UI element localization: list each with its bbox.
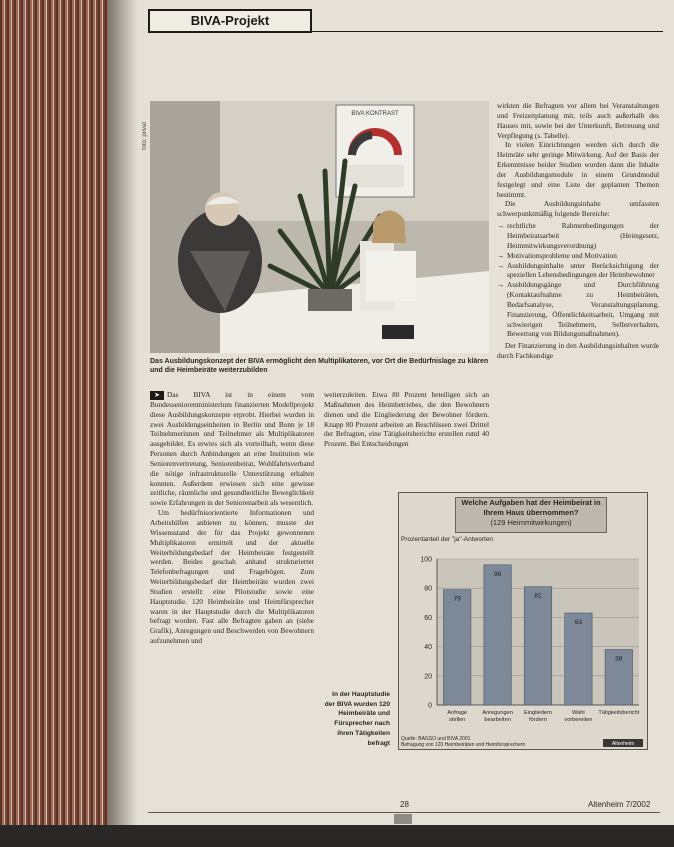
bar bbox=[524, 587, 551, 705]
data-label: 63 bbox=[574, 619, 583, 627]
list-item: → Ausbildungsinhalte unter Berücksichtigung der speziellen Lebensbedingungen der Heimbewohner bbox=[497, 261, 659, 281]
article-column-2 bbox=[324, 390, 489, 449]
article-paragraph: Um bedürfnisorientierte Informationen und Arbeitshilfen anbieten zu können, musste der Wissensstand der für das Projekt gewonnenen Multiplikatoren ermittelt und der aktuelle Weiterbildungsbedarf der Heimbeiräte festgestellt werden. Beides geschah anhand strukturierter Telefonbefragungen und Fragebögen. Zum Weiterbildungsbedarf der Heimbeiräte wurden zwei Studien erstellt: eine Pilotstudie sowie eine Hauptstudie. 120 Heimbeiräte und Heimfürsprecher waren in der Hauptstudie durch die Multiplikatoren befragt worden. Fast alle Befragten gaben an (siehe Grafik), Anregungen und Beschwerden von Bewohnern aufzunehmen und bbox=[150, 508, 314, 646]
y-tick-label: 60 bbox=[424, 614, 432, 622]
scan-bottom-edge bbox=[0, 825, 674, 847]
data-label: 81 bbox=[534, 592, 542, 600]
list-item: → Ausbildungsgänge und Durchführung (Kontaktaufnahme zu Heimbeiräten, Bedarfsanalyse, Veranstaltungsplanung, Finanzierung, Öffentlichkeitsarbeit, Umgang mit schwierigen Teilnehmern, Selbstverhalten, Bewertung von Bildungsmaßnahmen). bbox=[497, 280, 659, 339]
article-paragraph: ➤ Das BIVA ist in einem vom Bundesseniorenministerium finanzierten Modellprojekt diese Ausbildungskonzepte erprobt. Hierbei wurden in zwei Ausbildungseinheiten in Berlin und Bonn je 18 Teilnehmerinnen und Teilnehmer als Multiplikatoren ausgebildet. Es erwies sich als vorteilhaft, wenn diese Personen durch Anbindungen an eine Institution wie Seniorenvertretung, Seniorenbeirat, Wohlfahrtsverband die nötige infrastrukturelle Unterstützung erhalten konnten. Außerdem erwiesen sich eine gewisse zeitliche, räumliche und gesundheitliche Beweglichkeit sowie Erfahrungen in der Seniorenarbeit als wesentlich. bbox=[150, 390, 314, 508]
y-tick-label: 20 bbox=[424, 673, 432, 681]
photo-credit: foto: privat bbox=[142, 121, 148, 150]
issue-label: Altenheim 7/2002 bbox=[588, 800, 651, 809]
photo-sign-text: BIVA KONTRAST bbox=[351, 111, 399, 117]
data-label: 96 bbox=[493, 570, 502, 578]
bar bbox=[484, 565, 511, 705]
x-tick-label: Eingliedern bbox=[524, 710, 552, 716]
footer-rule bbox=[148, 812, 660, 813]
x-tick-label: fördern bbox=[529, 717, 547, 723]
list-item: → Motivationsprobleme und Motivation bbox=[497, 251, 659, 261]
chart-side-caption: In der Hauptstudie der BIVA wurden 120 Heimbeiräte und Fürsprecher nach ihren Tätigkeiten befragt bbox=[324, 691, 390, 747]
photo-illustration bbox=[150, 101, 489, 353]
y-tick-label: 0 bbox=[428, 702, 432, 710]
page-number: 28 bbox=[400, 800, 409, 809]
chart-source-line: Quelle: BAGSO und BIVA 2001 bbox=[401, 736, 471, 742]
chart-source-note: Befragung von 120 Heimbeiräten und Heimfürsprechern bbox=[401, 742, 526, 748]
data-label: 38 bbox=[615, 655, 623, 663]
bar bbox=[565, 613, 592, 705]
x-tick-label: Wahl bbox=[572, 710, 585, 716]
page-gutter-shadow bbox=[108, 0, 138, 847]
topic-list bbox=[497, 221, 659, 339]
x-tick-label: Anregungen bbox=[482, 710, 513, 716]
bar-chart bbox=[398, 492, 648, 750]
section-header: BIVA-Projekt bbox=[148, 9, 312, 33]
article-column-1 bbox=[150, 390, 314, 646]
article-paragraph: weiterzuleiten. Etwa 80 Prozent beteiligen sich an Maßnahmen des Heimbetriebes, die den Bewohnern dienen und die Eingliederung der Bewohner fördern. Knapp 80 Prozent arbeiten an Beschlüssen zwei Drittel der Befragten, eine Tätigkeitsberichte erstellen rund 40 Prozent. Bei Entscheidungen bbox=[324, 390, 489, 449]
y-tick-label: 80 bbox=[424, 585, 432, 593]
chart-badge-text: Altenheim bbox=[611, 741, 635, 747]
y-tick-label: 40 bbox=[424, 644, 432, 652]
chart-plot bbox=[399, 493, 647, 749]
article-column-3 bbox=[497, 101, 659, 361]
bar bbox=[443, 590, 470, 705]
x-tick-label: bearbeiten bbox=[484, 717, 511, 723]
article-paragraph: wirkten die Befragten vor allem bei Veranstaltungen und Freizeitplanung mit, teils auch außerhalb des Hauses mit, sowie bei der Unterkunft, Betreuung und Verpflegung (s. Tabelle). bbox=[497, 101, 659, 140]
x-tick-label: Tätigkeitsbericht bbox=[598, 710, 640, 716]
y-tick-label: 100 bbox=[420, 556, 432, 564]
x-tick-label: Anfrage bbox=[447, 710, 467, 716]
list-item: → rechtliche Rahmenbedingungen der Heimbeiratsarbeit (Heimgesetz, Heimmitwirkungsverordnung) bbox=[497, 221, 659, 251]
chart-source bbox=[401, 736, 645, 748]
arrow-right-icon: ➤ bbox=[150, 391, 164, 400]
article-paragraph: Der Finanzierung in den Ausbildungsinhalten wurde durch Fachkundige bbox=[497, 341, 659, 361]
article-paragraph: In vielen Einrichtungen werden sich durch die Heimräte sehr geringe Mitwirkung. Auf der Basis der Erkenntnisse beider Studien wurden dann die Inhalte der Ausbildungsmodule in einem Grundmodul festgelegt und eine Liste der geplanten Themen bestimmt. bbox=[497, 140, 659, 199]
data-label: 79 bbox=[453, 595, 461, 603]
page-tab-mark bbox=[394, 814, 412, 824]
x-tick-label: stellen bbox=[449, 717, 466, 723]
photo-caption: Das Ausbildungskonzept der BIVA ermöglicht den Multiplikatoren, vor Ort die Bedürfnislage zu klären und die Heimbeiräte weiterzubilden bbox=[150, 358, 489, 374]
article-paragraph: Die Ausbildungsinhalte umfassten schwerpunktmäßig folgende Bereiche: bbox=[497, 199, 659, 219]
chart-subtitle: (129 Heimmitwirkungen) bbox=[490, 518, 572, 527]
x-tick-label: vorbereiten bbox=[564, 717, 593, 723]
book-page-edges bbox=[0, 0, 112, 847]
article-photo bbox=[150, 101, 489, 353]
header-rule bbox=[148, 31, 663, 32]
chart-y-axis-label: Prozentanteil der "ja"-Antworten bbox=[401, 536, 494, 543]
chart-title: Welche Aufgaben hat der Heimbeirat in Ihrem Haus übernommen? bbox=[461, 498, 601, 517]
